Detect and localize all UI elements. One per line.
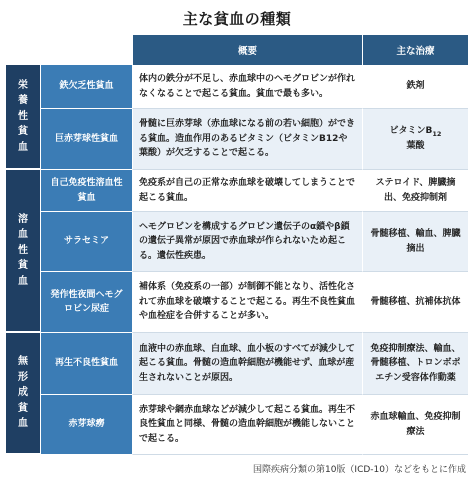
table-row: [6, 65, 468, 109]
disease-name: 鉄欠乏性貧血: [40, 65, 132, 109]
source-footnote: 国際疾病分類の第10版（ICD-10）などをもとに作成: [252, 465, 466, 475]
table-row: [6, 212, 468, 272]
anemia-table: [6, 35, 468, 455]
table-row: [6, 170, 468, 212]
header-overview: 概要: [132, 35, 362, 65]
group-label-aplastic: 無形成貧血: [6, 333, 40, 455]
disease-desc: 赤芽球や網赤血球などが減少して起こる貧血。再生不良性貧血と同様、骨髄の造血幹細胞が機能しないことで起こる。: [132, 395, 362, 455]
header-blank: [6, 35, 132, 65]
disease-name: サラセミア: [40, 212, 132, 272]
table-row: [6, 109, 468, 170]
disease-desc: ヘモグロビンを構成するグロビン遺伝子のα鎖やβ鎖の遺伝子異常が原因で赤血球が作られないため起こる。遺伝性疾患。: [132, 212, 362, 272]
table-row: [6, 395, 468, 455]
disease-name: 自己免疫性溶血性貧血: [40, 170, 132, 212]
table-row: [6, 333, 468, 395]
header-treatment: 主な治療: [362, 35, 468, 65]
disease-treatment: 鉄剤: [362, 65, 468, 109]
disease-treatment: 赤血球輸血、免疫抑制療法: [362, 395, 468, 455]
page-title: 主な貧血の種類: [182, 10, 292, 28]
disease-treatment: ステロイド、脾臓摘出、免疫抑制剤: [362, 170, 468, 212]
disease-treatment: 骨髄移植、輸血、脾臓摘出: [362, 212, 468, 272]
group-label-hemolytic: 溶血性貧血: [6, 170, 40, 333]
disease-treatment: ビタミン$B_{12}$ 葉酸: [362, 109, 468, 170]
disease-name: 発作性夜間ヘモグロビン尿症: [40, 272, 132, 333]
disease-treatment: 骨髄移植、抗補体抗体: [362, 272, 468, 333]
disease-name: 再生不良性貧血: [40, 333, 132, 395]
table-row: [6, 272, 468, 333]
disease-desc: 血液中の赤血球、白血球、血小板のすべてが減少して起こる貧血。骨髄の造血幹細胞が機能せず、血球が産生されないことが原因。: [132, 333, 362, 395]
disease-treatment: 免疫抑制療法、輸血、骨髄移植、トロンボポエチン受容体作動薬: [362, 333, 468, 395]
disease-name: 赤芽球癆: [40, 395, 132, 455]
disease-desc: 体内の鉄分が不足し、赤血球中のヘモグロビンが作れなくなることで起こる貧血。貧血で最も多い。: [132, 65, 362, 109]
group-label-nutritional: 栄養性貧血: [6, 65, 40, 170]
disease-name: 巨赤芽球性貧血: [40, 109, 132, 170]
header-row: [6, 35, 468, 65]
disease-desc: 免疫系が自己の正常な赤血球を破壊してしまうことで起こる貧血。: [132, 170, 362, 212]
disease-desc: 骨髄に巨赤芽球（赤血球になる前の若い細胞）ができる貧血。造血作用のあるビタミン（ビタミンB12や葉酸）が欠乏することで起こる。: [132, 109, 362, 170]
disease-desc: 補体系（免疫系の一部）が制御不能となり、活性化されて赤血球を破壊することで起こる。再生不良性貧血や血栓症を合併することが多い。: [132, 272, 362, 333]
